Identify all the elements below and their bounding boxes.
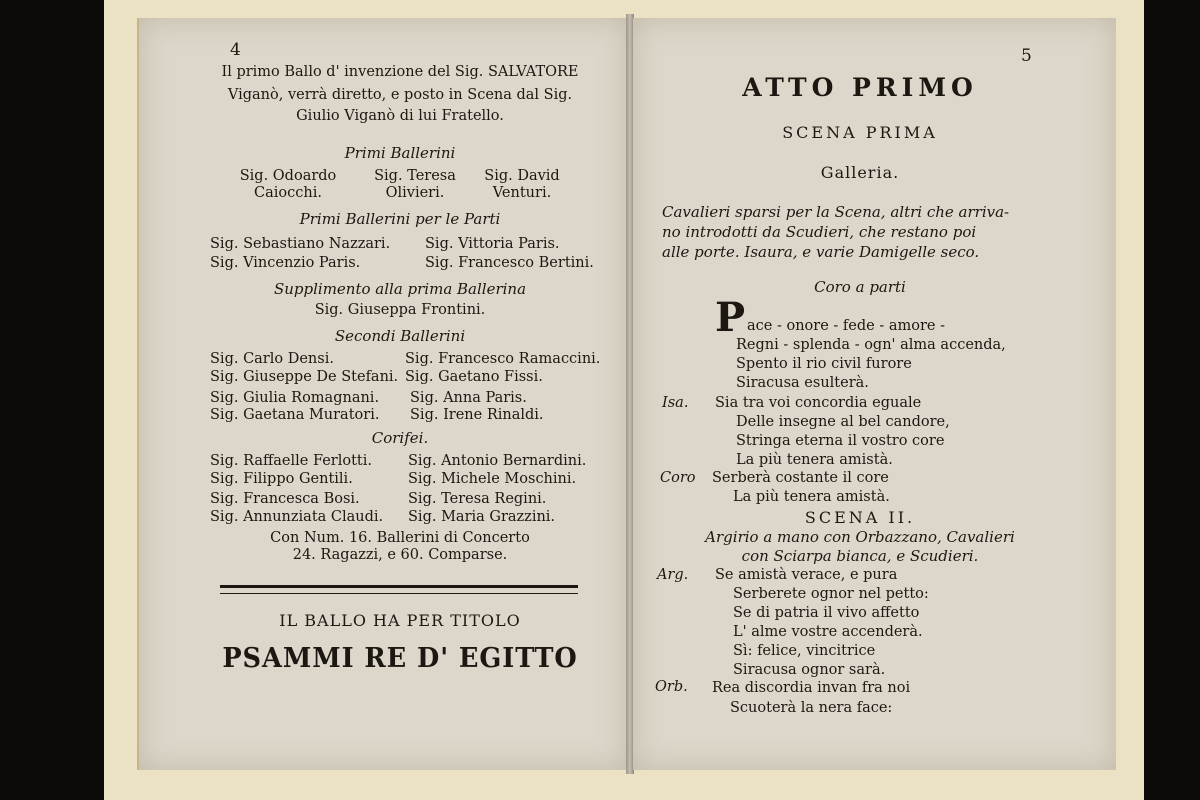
arg-line-4: L' alme vostre accenderà. bbox=[733, 624, 923, 640]
corifei-name-1a: Sig. Raffaelle Ferlotti. bbox=[210, 453, 373, 469]
secondi-name-3a: Sig. Giulia Romagnani. bbox=[210, 390, 380, 406]
secondi-name-4b: Sig. Irene Rinaldi. bbox=[410, 407, 544, 423]
secondi-name-3b: Sig. Anna Paris. bbox=[410, 390, 527, 406]
coro-line-4: Siracusa esulterà. bbox=[736, 375, 869, 391]
secondi-name-4a: Sig. Gaetana Muratori. bbox=[210, 407, 380, 423]
speaker-coro: Coro bbox=[660, 470, 696, 486]
stage-direction2-line-2: con Sciarpa bianca, e Scudieri. bbox=[741, 547, 979, 565]
parti-name-2b: Sig. Francesco Bertini. bbox=[425, 255, 594, 271]
ballo-name: PSAMMI RE D' EGITTO bbox=[222, 643, 578, 674]
secondi-name-2b: Sig. Gaetano Fissi. bbox=[405, 369, 543, 385]
scena-prima-heading: SCENA PRIMA bbox=[782, 123, 938, 142]
secondi-name-1a: Sig. Carlo Densi. bbox=[210, 351, 334, 367]
scena-ii-heading: SCENA II. bbox=[804, 508, 916, 527]
primi-name-3b: Venturi. bbox=[492, 185, 552, 201]
primi-name-1a: Sig. Odoardo bbox=[239, 168, 337, 184]
corifei-name-4a: Sig. Annunziata Claudi. bbox=[210, 509, 384, 525]
primi-name-1b: Caiocchi. bbox=[254, 185, 322, 201]
primi-name-3a: Sig. David bbox=[484, 168, 560, 184]
corifei-name-2a: Sig. Filippo Gentili. bbox=[210, 471, 353, 487]
stage-direction-line-1: Cavalieri sparsi per la Scena, altri che arriva- bbox=[662, 203, 1010, 221]
corifei-name-2b: Sig. Michele Moschini. bbox=[408, 471, 577, 487]
page-number-left: 4 bbox=[230, 40, 241, 60]
divider-rule bbox=[220, 585, 578, 594]
intro-line-2: Viganò, verrà diretto, e posto in Scena dal Sig. bbox=[227, 87, 573, 103]
suppl-heading: Supplimento alla prima Ballerina bbox=[273, 280, 527, 298]
parti-name-1a: Sig. Sebastiano Nazzari. bbox=[210, 236, 391, 252]
parti-name-2a: Sig. Vincenzio Paris. bbox=[210, 255, 361, 271]
corifei-name-3b: Sig. Teresa Regini. bbox=[408, 491, 547, 507]
isa-line-1: Sia tra voi concordia eguale bbox=[715, 395, 922, 411]
page-number-right: 5 bbox=[1021, 46, 1032, 66]
secondi-name-1b: Sig. Francesco Ramaccini. bbox=[405, 351, 601, 367]
suppl-name: Sig. Giuseppa Frontini. bbox=[314, 302, 486, 318]
concerto-line-1: Con Num. 16. Ballerini di Concerto bbox=[270, 530, 530, 546]
parti-heading: Primi Ballerini per le Parti bbox=[299, 210, 501, 228]
isa-line-2: Delle insegne al bel candore, bbox=[736, 414, 950, 430]
secondi-heading: Secondi Ballerini bbox=[334, 327, 466, 345]
arg-line-3: Se di patria il vivo affetto bbox=[733, 605, 920, 621]
ballo-title: IL BALLO HA PER TITOLO bbox=[279, 611, 521, 630]
speaker-orb: Orb. bbox=[655, 679, 688, 695]
stage-direction-line-3: alle porte. Isaura, e varie Damigelle seco. bbox=[662, 243, 980, 261]
location: Galleria. bbox=[820, 163, 900, 182]
orb-line-2: Scuoterà la nera face: bbox=[730, 700, 893, 716]
stage-direction2-line-1: Argirio a mano con Orbazzano, Cavalieri bbox=[705, 528, 1015, 546]
primi-name-2b: Olivieri. bbox=[385, 185, 445, 201]
speaker-isa: Isa. bbox=[662, 395, 689, 411]
coro-heading: Coro a parti bbox=[814, 278, 906, 296]
coro-line-2: Regni - splenda - ogn' alma accenda, bbox=[736, 337, 1006, 353]
concerto-line-2: 24. Ragazzi, e 60. Comparse. bbox=[292, 547, 508, 563]
primi-name-2a: Sig. Teresa bbox=[374, 168, 456, 184]
isa-line-3: Stringa eterna il vostro core bbox=[736, 433, 945, 449]
secondi-name-2a: Sig. Giuseppe De Stefani. bbox=[210, 369, 399, 385]
parti-name-1b: Sig. Vittoria Paris. bbox=[425, 236, 560, 252]
coro-line-1: ace - onore - fede - amore - bbox=[747, 318, 945, 334]
arg-line-5: Sì: felice, vincitrice bbox=[733, 643, 876, 659]
arg-line-1: Se amistà verace, e pura bbox=[715, 567, 898, 583]
corifei-name-3a: Sig. Francesca Bosi. bbox=[210, 491, 360, 507]
corifei-name-4b: Sig. Maria Grazzini. bbox=[408, 509, 556, 525]
coro2-line-2: La più tenera amistà. bbox=[733, 489, 890, 505]
corifei-name-1b: Sig. Antonio Bernardini. bbox=[408, 453, 587, 469]
corifei-heading: Corifei. bbox=[371, 429, 429, 447]
isa-line-4: La più tenera amistà. bbox=[736, 452, 893, 468]
intro-line-1: Il primo Ballo d' invenzione del Sig. SALVATORE bbox=[221, 64, 579, 80]
coro2-line-1: Serberà costante il core bbox=[712, 470, 889, 486]
intro-line-3: Giulio Viganò di lui Fratello. bbox=[296, 108, 504, 124]
primi-heading: Primi Ballerini bbox=[344, 144, 456, 162]
stage-direction-line-2: no introdotti da Scudieri, che restano poi bbox=[662, 223, 977, 241]
drop-cap: P bbox=[715, 294, 746, 341]
arg-line-6: Siracusa ognor sarà. bbox=[733, 662, 886, 678]
speaker-arg: Arg. bbox=[657, 567, 689, 583]
arg-line-2: Serberete ognor nel petto: bbox=[733, 586, 929, 602]
coro-line-3: Spento il rio civil furore bbox=[736, 356, 912, 372]
atto-heading: ATTO PRIMO bbox=[742, 73, 978, 102]
orb-line-1: Rea discordia invan fra noi bbox=[712, 680, 911, 696]
